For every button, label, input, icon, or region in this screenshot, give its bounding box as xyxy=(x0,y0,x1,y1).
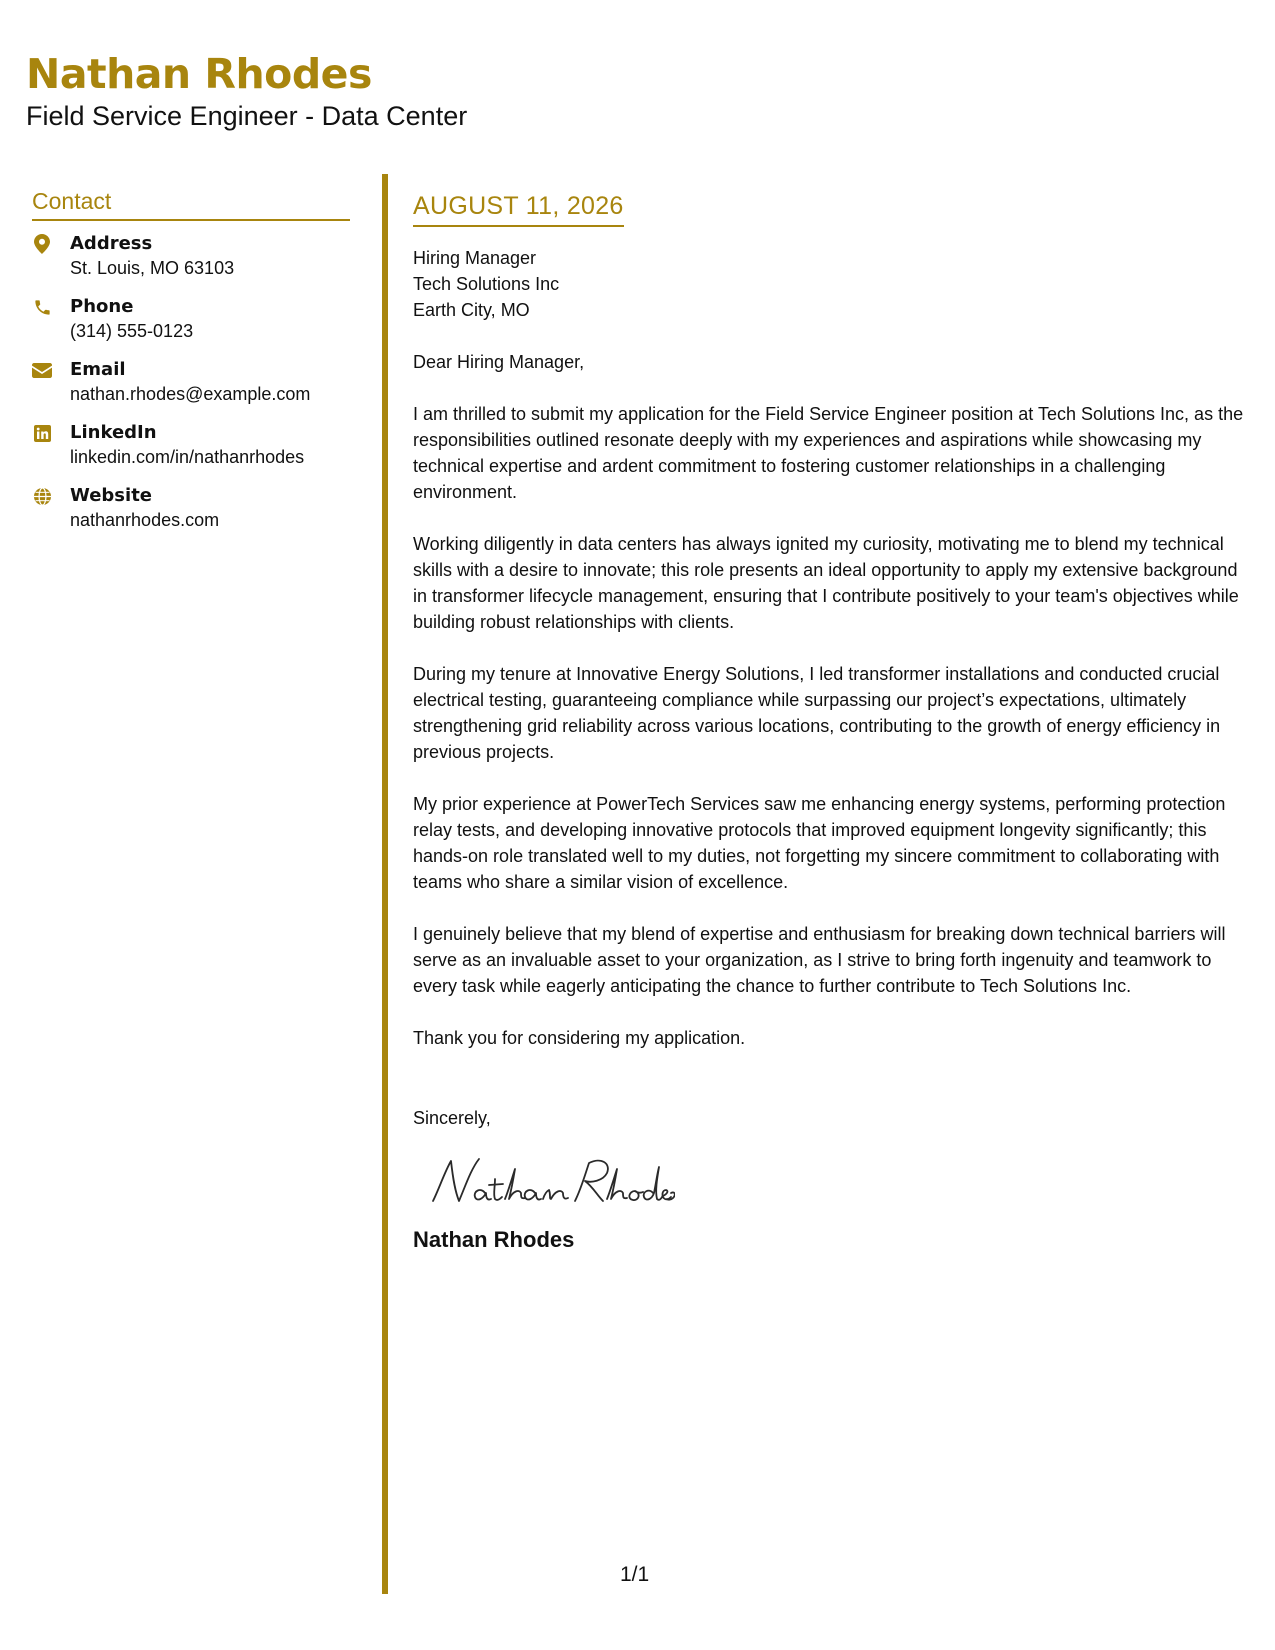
applicant-name: Nathan Rhodes xyxy=(26,50,372,98)
contact-item-phone xyxy=(32,294,350,344)
map-pin-icon xyxy=(32,231,52,255)
contact-item-website xyxy=(32,483,350,533)
address-label: Address xyxy=(70,233,153,254)
paragraph: Thank you for considering my application. xyxy=(413,1028,746,1048)
paragraph: During my tenure at Innovative Energy Solutions, I led transformer installations and conducted crucial electrical testing, guaranteeing compliance while surpassing our project’s expectations, ultimately strengthening grid reliability across various locations, contributing to the growth of energy efficiency in previous projects. xyxy=(413,664,1221,762)
job-title: Field Service Engineer - Data Center xyxy=(26,101,468,131)
recipient-line: Tech Solutions Inc xyxy=(413,274,560,294)
greeting: Dear Hiring Manager, xyxy=(413,352,585,372)
recipient-line: Hiring Manager xyxy=(413,248,537,268)
website-value: nathanrhodes.com xyxy=(70,510,220,530)
recipient-block xyxy=(413,245,1248,323)
email-label: Email xyxy=(70,359,126,380)
linkedin-value: linkedin.com/in/nathanrhodes xyxy=(70,447,305,467)
phone-value: (314) 555-0123 xyxy=(70,321,194,341)
email-value: nathan.rhodes@example.com xyxy=(70,384,311,404)
globe-icon xyxy=(32,483,52,507)
contact-item-address xyxy=(32,231,350,281)
linkedin-icon xyxy=(32,420,52,444)
phone-label: Phone xyxy=(70,296,134,317)
address-value: St. Louis, MO 63103 xyxy=(70,258,235,278)
header xyxy=(26,50,467,132)
paragraph: I genuinely believe that my blend of expertise and enthusiasm for breaking down technical barriers will serve as an invaluable asset to your organization, as I strive to bring forth ingenuity and teamwork to every task while eagerly anticipating the chance to further contribute to Tech Solutions Inc. xyxy=(413,924,1226,996)
paragraph: My prior experience at PowerTech Services saw me enhancing energy systems, performing protection relay tests, and developing innovative protocols that improved equipment longevity significantly; this hands-on role translated well to my duties, not forgetting my sincere commitment to collaborating with teams who share a similar vision of excellence. xyxy=(413,794,1226,892)
envelope-icon xyxy=(32,357,52,381)
closing: Sincerely, xyxy=(413,1108,491,1128)
phone-icon xyxy=(32,294,52,318)
vertical-divider xyxy=(382,174,388,1594)
letter-date: AUGUST 11, 2026 xyxy=(413,192,624,227)
letter-body xyxy=(413,192,1248,1253)
handwritten-signature xyxy=(425,1149,1248,1219)
paragraph: I am thrilled to submit my application for the Field Service Engineer position at Tech Solutions Inc, as the responsibilities outlined resonate deeply with my experiences and aspirations while showcasing my technical expertise and ardent commitment to fostering customer relationships in a challenging environment. xyxy=(413,404,1244,502)
linkedin-label: LinkedIn xyxy=(70,422,157,443)
contact-item-email xyxy=(32,357,350,407)
recipient-line: Earth City, MO xyxy=(413,300,530,320)
contact-section-title: Contact xyxy=(32,188,350,221)
page-number: 1/1 xyxy=(620,1563,650,1586)
website-label: Website xyxy=(70,485,153,506)
contact-sidebar xyxy=(32,188,350,546)
paragraph: Working diligently in data centers has always ignited my curiosity, motivating me to blend my technical skills with a desire to innovate; this role presents an ideal opportunity to apply my extensive background in transformer lifecycle management, ensuring that I contribute positively to your team's objectives while building robust relationships with clients. xyxy=(413,534,1239,632)
signer-name: Nathan Rhodes xyxy=(413,1227,575,1252)
contact-item-linkedin xyxy=(32,420,350,470)
